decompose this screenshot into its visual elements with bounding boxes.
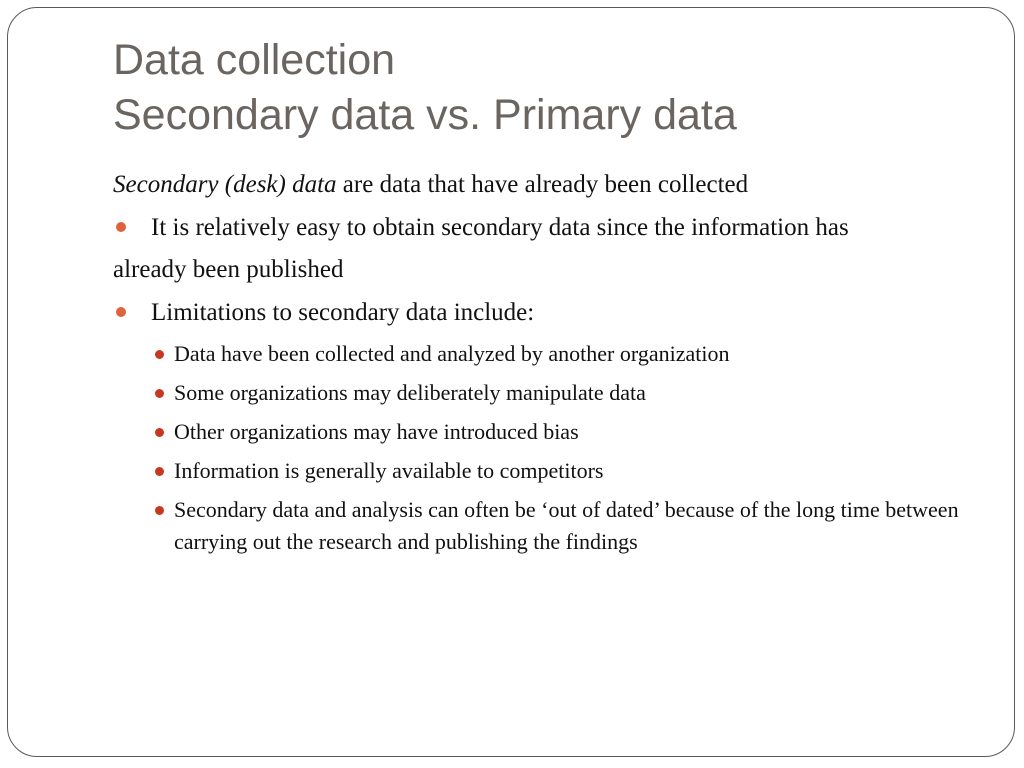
intro-text: are data that have already been collected xyxy=(336,171,749,198)
sub-bullet-item xyxy=(113,494,963,558)
sub-bullet-item xyxy=(113,338,963,370)
sub-bullet-text: Other organizations may have introduced bias xyxy=(174,419,579,444)
sub-bullet-item xyxy=(113,377,963,409)
title-line-2: Secondary data vs. Primary data xyxy=(113,91,737,139)
bullet-dot-icon xyxy=(116,307,126,317)
sub-bullet-dot-icon xyxy=(155,467,164,476)
bullet-item-1 xyxy=(113,210,963,245)
bullet-text-1: It is relatively easy to obtain secondary data since the information has xyxy=(151,214,849,241)
sub-bullet-list xyxy=(113,338,963,558)
bullet-dot-icon xyxy=(116,222,126,232)
slide-body xyxy=(113,168,963,565)
sub-bullet-dot-icon xyxy=(155,428,164,437)
intro-paragraph xyxy=(113,168,963,202)
sub-bullet-item xyxy=(113,455,963,487)
sub-bullet-text: Data have been collected and analyzed by another organization xyxy=(174,341,730,366)
sub-bullet-dot-icon xyxy=(155,506,164,515)
title-line-1: Data collection xyxy=(113,36,396,84)
sub-bullet-text: Some organizations may deliberately manipulate data xyxy=(174,380,646,405)
bullet-text-2: Limitations to secondary data include: xyxy=(151,299,535,326)
intro-italic-term: Secondary (desk) data xyxy=(113,171,337,198)
sub-bullet-item xyxy=(113,416,963,448)
sub-bullet-dot-icon xyxy=(155,389,164,398)
slide-title xyxy=(113,33,737,143)
sub-bullet-text: Secondary data and analysis can often be ‘out of dated’ because of the long time between carrying out the research and publishing the findings xyxy=(174,497,959,554)
sub-bullet-text: Information is generally available to competitors xyxy=(174,458,604,483)
bullet-item-2 xyxy=(113,295,963,330)
sub-bullet-dot-icon xyxy=(155,350,164,359)
continuation-text: already been published xyxy=(113,256,344,283)
